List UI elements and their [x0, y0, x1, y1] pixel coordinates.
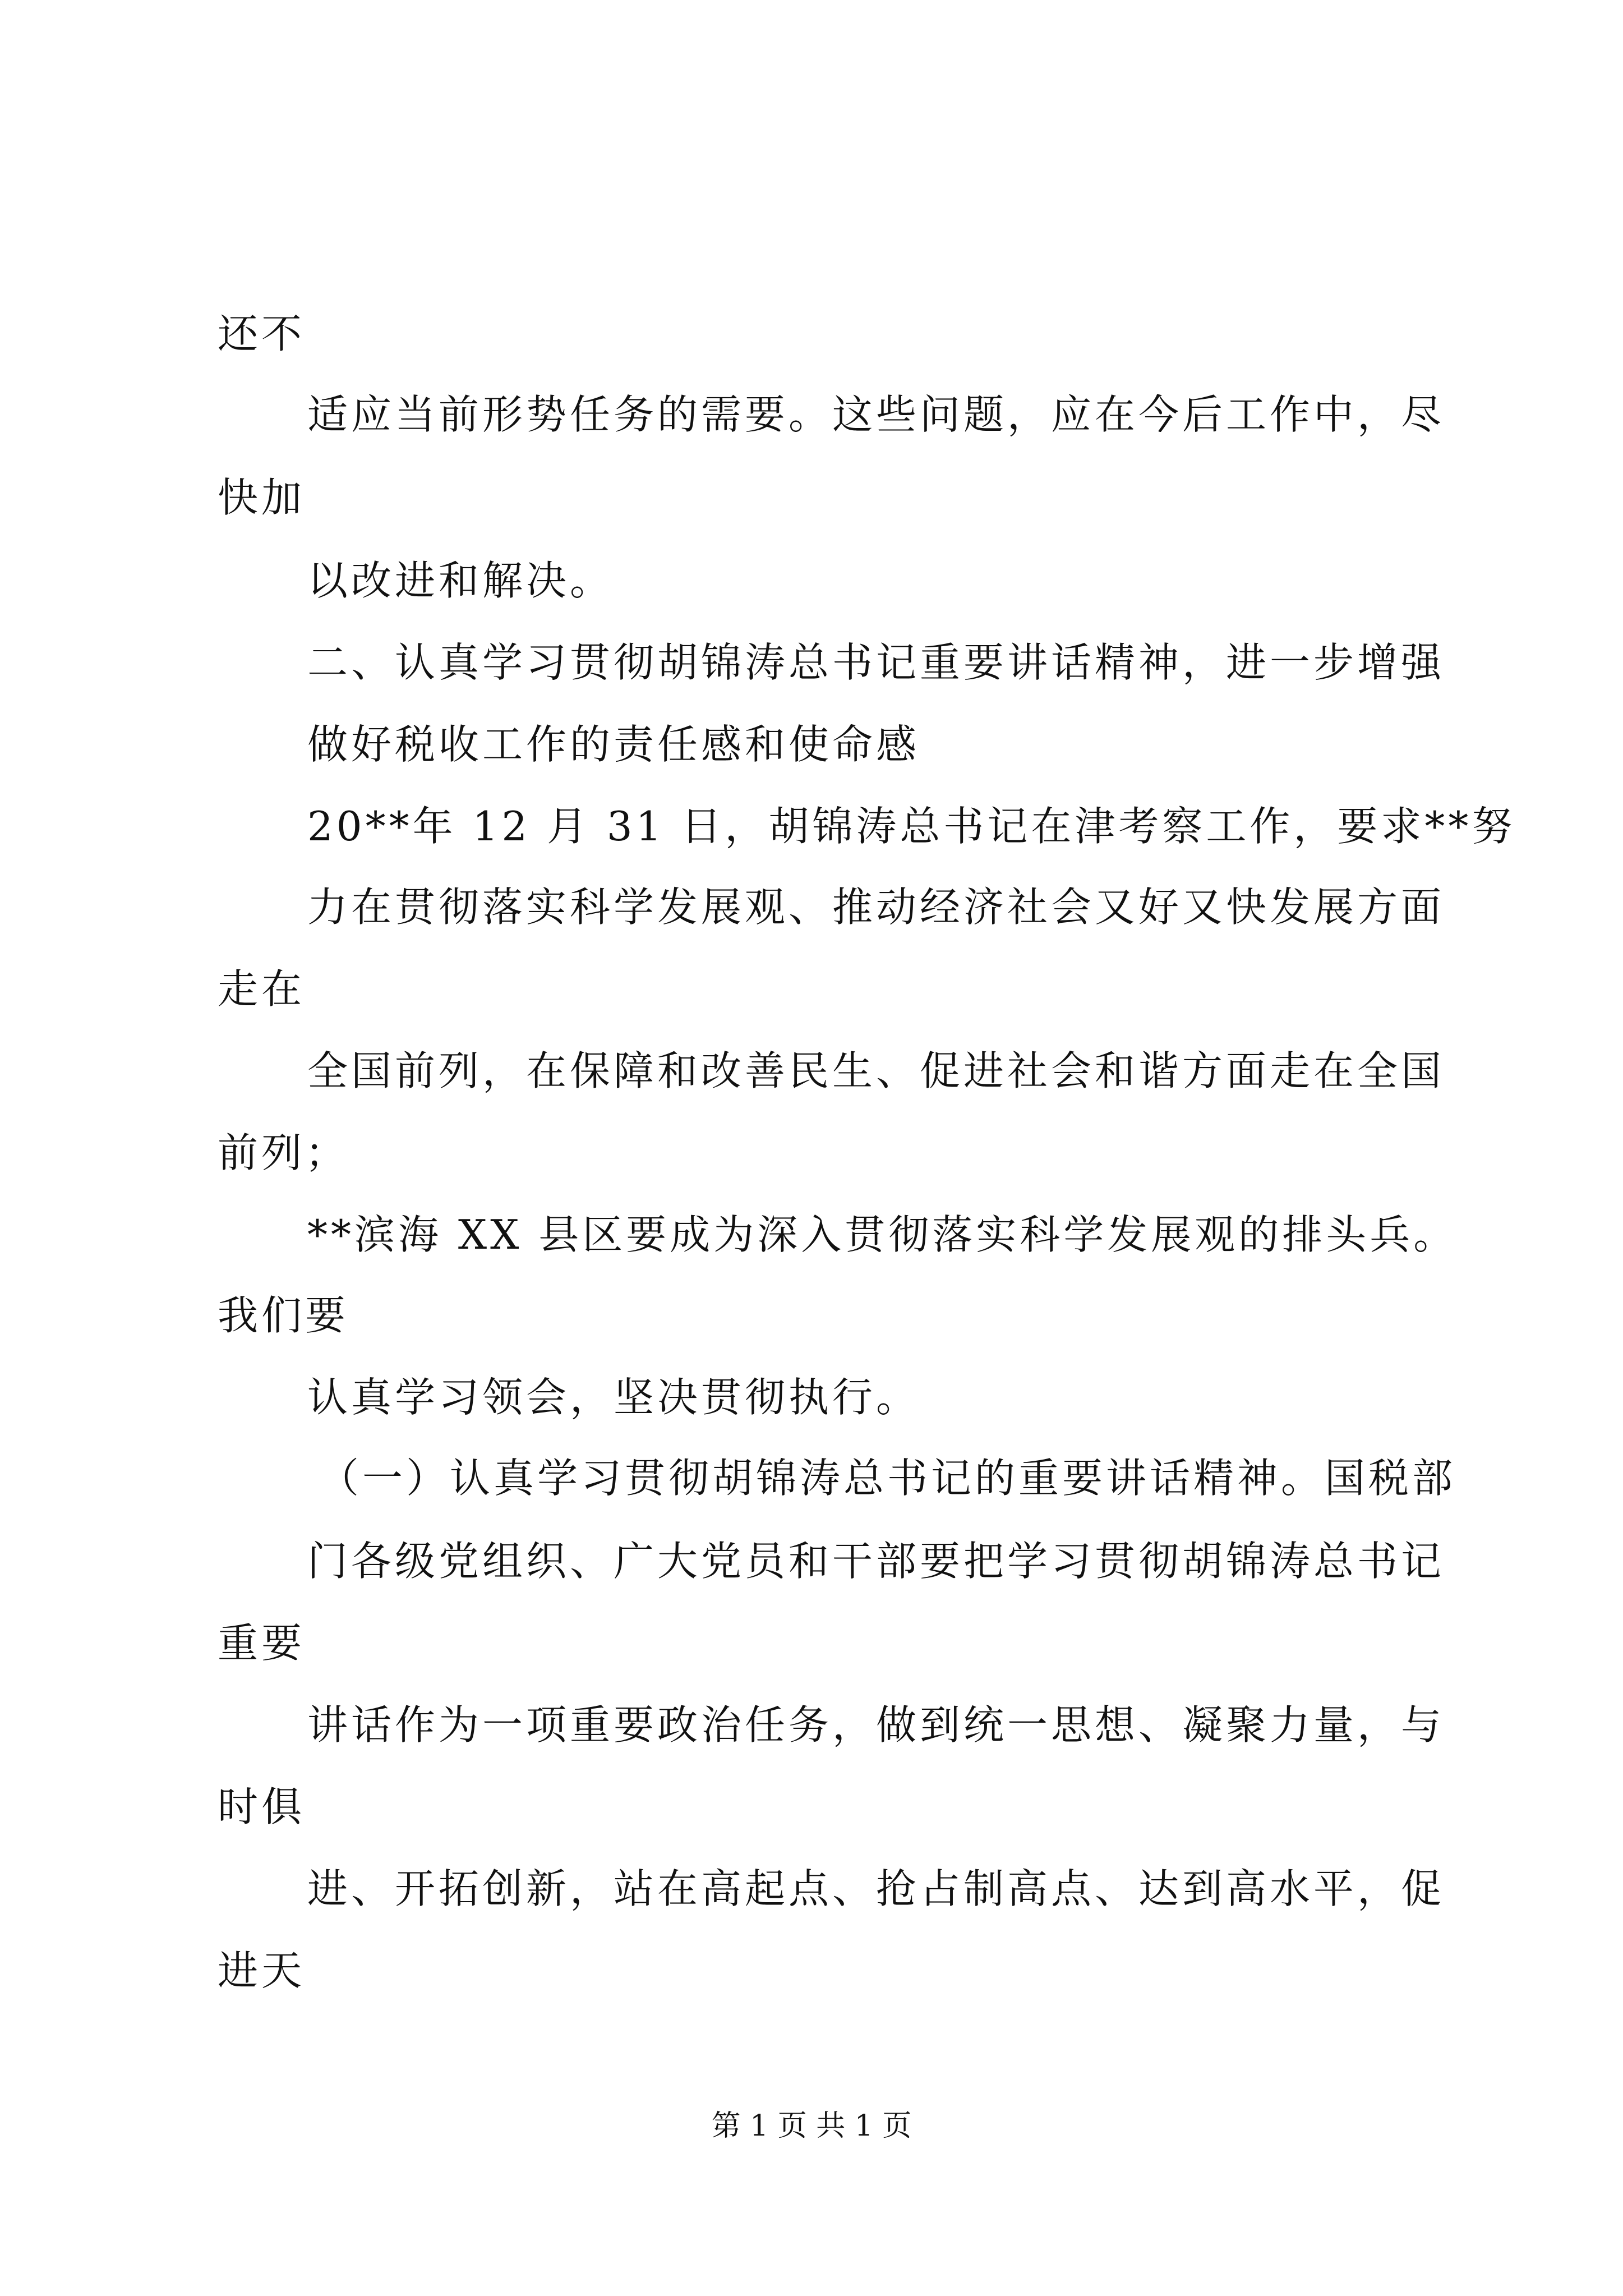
text-line: 前列； — [218, 1129, 349, 1176]
text-line: 以改进和解决。 — [307, 557, 614, 604]
text-line: 力在贯彻落实科学发展观、推动经济社会又好又快发展方面 — [307, 884, 1445, 931]
text-line: 还不 — [218, 310, 306, 357]
text-line: 认真学习领会，坚决贯彻执行。 — [307, 1374, 920, 1421]
page-number-footer: 第 1 页 共 1 页 — [711, 2109, 912, 2143]
text-line: 快加 — [218, 474, 306, 521]
text-line: 全国前列，在保障和改善民生、促进社会和谐方面走在全国 — [307, 1047, 1445, 1094]
text-line: 适应当前形势任务的需要。这些问题，应在今后工作中，尽 — [307, 391, 1445, 438]
text-line: 进天 — [218, 1947, 306, 1994]
text-line: 讲话作为一项重要政治任务，做到统一思想、凝聚力量，与 — [307, 1701, 1445, 1749]
text-line: 我们要 — [218, 1292, 349, 1339]
text-line: 走在 — [218, 965, 306, 1013]
text-line: （一）认真学习贯彻胡锦涛总书记的重要讲话精神。国税部 — [319, 1455, 1456, 1502]
text-line: 20**年 12 月 31 日，胡锦涛总书记在津考察工作，要求**努 — [307, 803, 1516, 850]
text-line: **滨海 XX 县区要成为深入贯彻落实科学发展观的排头兵。 — [307, 1211, 1458, 1258]
text-line: 门各级党组织、广大党员和干部要把学习贯彻胡锦涛总书记 — [307, 1538, 1445, 1585]
text-line: 进、开拓创新，站在高起点、抢占制高点、达到高水平，促 — [307, 1865, 1445, 1912]
text-line: 重要 — [218, 1619, 306, 1667]
section-heading: 做好税收工作的责任感和使命感 — [307, 721, 920, 768]
section-heading: 二、认真学习贯彻胡锦涛总书记重要讲话精神，进一步增强 — [307, 639, 1445, 686]
text-line: 时俱 — [218, 1783, 306, 1830]
